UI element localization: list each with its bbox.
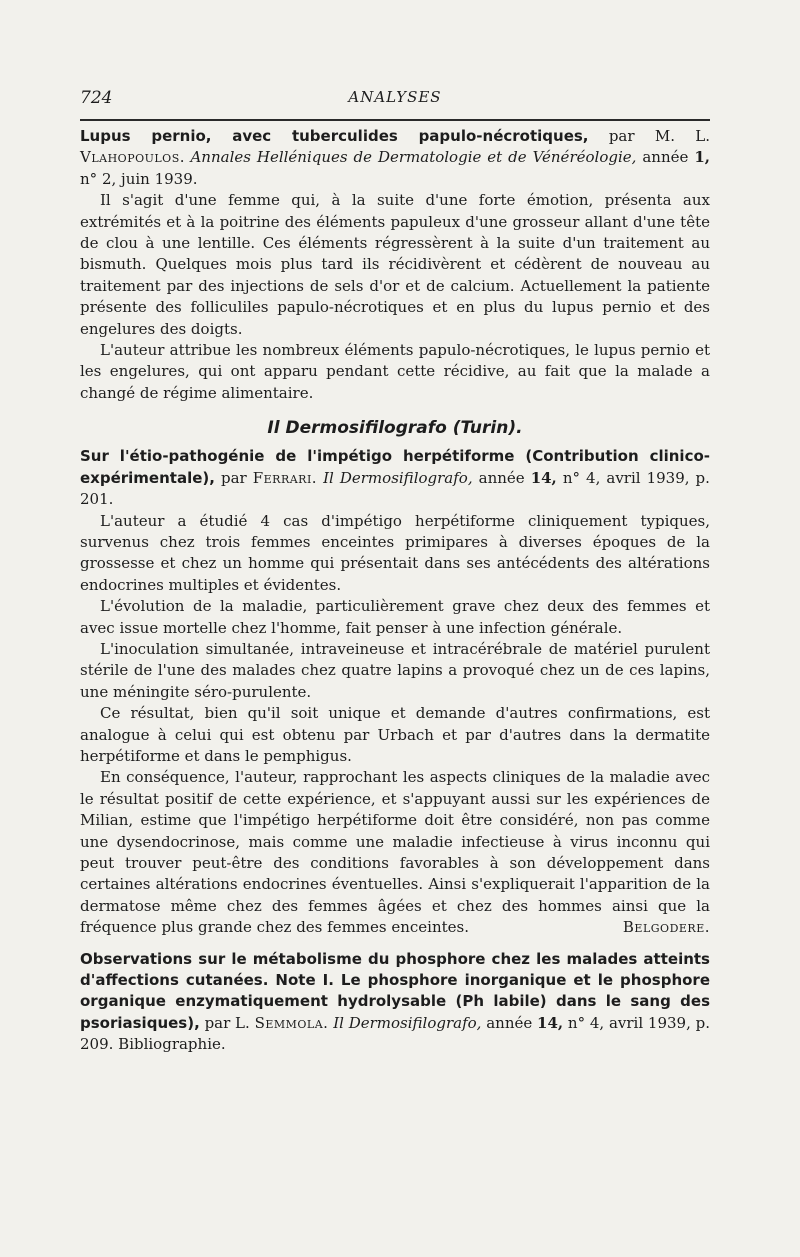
entry-2-date: avril 1939, p. 201.	[80, 468, 710, 509]
entry-3-date: avril 1939, p. 209. Bibliographie.	[80, 1013, 710, 1054]
entry-1-by: par M. L.	[608, 127, 710, 145]
page-header	[80, 88, 710, 112]
entry-1-heading: Lupus pernio, avec tuberculides papulo-nécrotiques, par M. L. Vlahopoulos. Annales Helléniques de Dermatologie et de Vénéréologie, année 1, n° 2, juin 1939.	[80, 127, 710, 188]
entry-3-journal: Il Dermosifilografo,	[333, 1013, 482, 1032]
entry-2-no-label: n°	[562, 468, 580, 487]
entry-3-annee: 14,	[537, 1013, 564, 1032]
entry-1-paragraph: L'auteur attribue les nombreux éléments papulo-nécrotiques, le lupus pernio et les engelures, qui ont apparu pendant cette récidive, au fait que la malade a changé de régime alimentaire.	[80, 341, 710, 402]
entry-2-paragraph: Ce résultat, bien qu'il soit unique et demande d'autres confirmations, est analogue à celui qui est obtenu par Urbach et par d'autres dans la dermatite herpétiforme et dans le pemphigus.	[80, 704, 710, 765]
entry-1-no-label: n°	[80, 169, 98, 188]
entry-2-author: Ferrari.	[252, 468, 318, 487]
entry-2-title: Sur l'étio-pathogénie de l'impétigo herpétiforme (Contribution clinico-expérimentale),	[80, 447, 710, 487]
entry-1-date: juin 1939.	[121, 169, 198, 188]
entry-3-annee-label: année	[486, 1013, 533, 1032]
entry-1-annee-label: année	[642, 148, 689, 167]
entry-1-title: Lupus pernio, avec tuberculides papulo-nécrotiques,	[80, 127, 589, 145]
entry-2-paragraph: L'auteur a étudié 4 cas d'impétigo herpétiforme cliniquement typiques, survenus chez trois femmes enceintes primipares à diverses époques de la grossesse et chez un homme qui présentait dans ses antécédents des altérations endocrines multiples et évidentes.	[80, 511, 710, 594]
entry-3-title: Observations sur le métabolisme du phosphore chez les malades atteints d'affections cutanées. Note I. Le phosphore inorganique et le phosphore organique enzymatiquement hydrolysable (Ph labile) dans le sang des psoriasiques),	[80, 949, 710, 1032]
entry-1-annee: 1,	[694, 148, 710, 167]
entry-2-paragraph: L'évolution de la maladie, particulièrement grave chez deux des femmes et avec issue mortelle chez l'homme, fait penser à une infection générale.	[80, 597, 710, 637]
entry-1-author: Vlahopoulos	[80, 148, 180, 167]
entry-3-heading	[80, 949, 710, 1056]
entry-2-by: par	[220, 468, 247, 487]
entry-3-no-label: n°	[567, 1013, 586, 1032]
entry-2-paragraph-text: En conséquence, l'auteur, rapprochant les aspects cliniques de la maladie avec le résultat positif de cette expérience, et s'appuyant aussi sur les expériences de Milian, estime que l'impétigo herpétiforme doit être considéré, non pas comme une dysendocrinose, mais comme une maladie infectieuse à virus inconnu qui peut trouver peut-être des conditions favorables à son développement dans certaines altérations endocrines éventuelles. Ainsi s'expliquerait l'apparition de la dermatose même chez des femmes âgées et chez des hommes ainsi que la fréquence plus grande chez des femmes enceintes.	[80, 768, 710, 937]
entry-2-journal: Il Dermosifilografo,	[323, 468, 473, 487]
entry-2-annee-label: année	[478, 468, 525, 487]
page-content	[80, 126, 710, 1056]
header-rule	[80, 119, 710, 121]
entry-2-no: 4,	[586, 468, 601, 487]
entry-1-paragraph: Il s'agit d'une femme qui, à la suite d'une forte émotion, présenta aux extrémités et à la poitrine des éléments papuleux d'une grosseur allant d'une tête de clou à une lentille. Ces éléments régressèrent à la suite d'un traitement au bismuth. Quelques mois plus tard ils récidivèrent et cédèrent de nouveau au traitement par des injections de sels d'or et de calcium. Actuellement la patiente présente des folliculiles papulo-nécrotiques et en plus du lupus pernio et des engelures des doigts.	[80, 191, 710, 338]
page-number: 724	[80, 88, 113, 108]
entry-2-annee: 14,	[530, 468, 557, 487]
entry-3-no: 4,	[589, 1013, 605, 1032]
entry-2-signature: Belgodere.	[622, 918, 710, 937]
entry-2-paragraph	[80, 767, 710, 938]
section-title: Il Dermosifilografo (Turin).	[267, 418, 523, 439]
entry-3-author: Semmola.	[254, 1013, 329, 1032]
entry-2-heading	[80, 446, 710, 510]
entry-3-by: par L.	[204, 1013, 250, 1032]
entry-1-journal: Annales Helléniques de Dermatologie et de Vénéréologie,	[190, 148, 637, 167]
entry-1-no: 2,	[101, 169, 117, 188]
entry-2-paragraph: L'inoculation simultanée, intraveineuse et intracérébrale de matériel purulent stérile de l'une des malades chez quatre lapins a provoqué chez un de ces lapins, une méningite séro-purulente.	[80, 639, 710, 701]
running-title: ANALYSES	[348, 88, 442, 106]
